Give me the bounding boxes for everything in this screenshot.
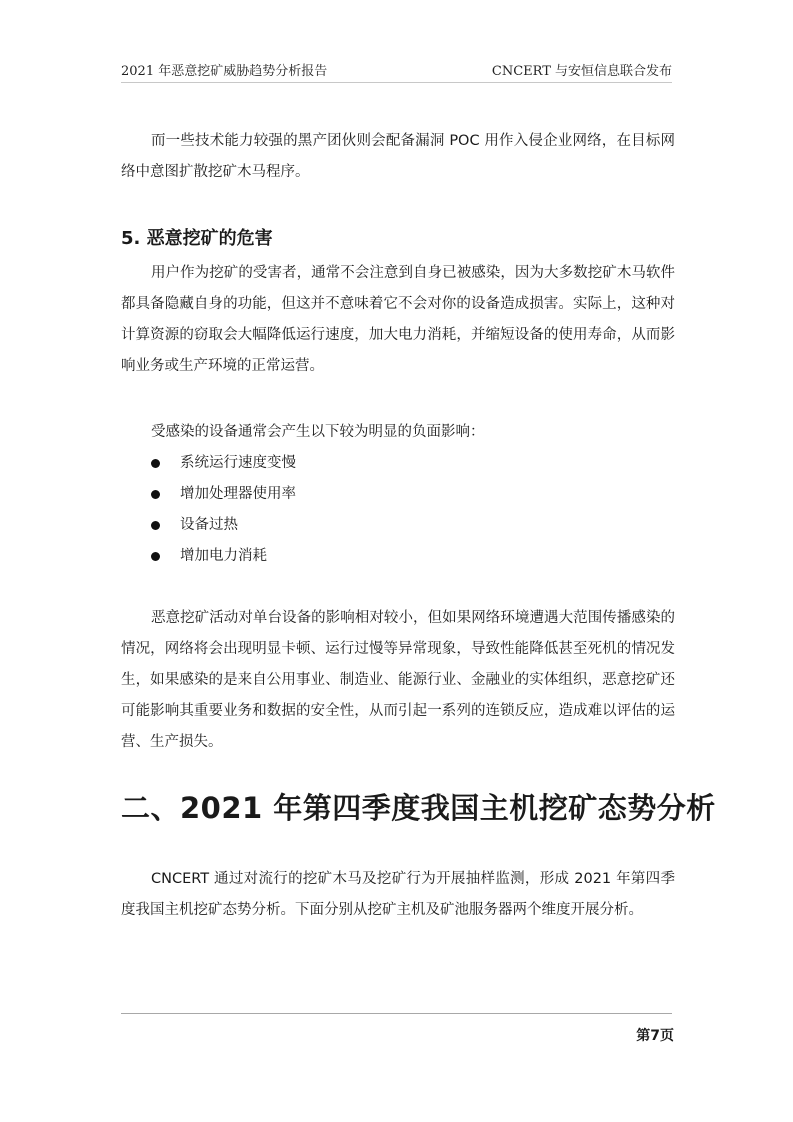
bullet-icon [151, 490, 160, 499]
list-item-text: 增加处理器使用率 [180, 486, 296, 502]
list-item [151, 541, 296, 572]
impact-list [151, 448, 296, 572]
chapter-paragraph: CNCERT 通过对流行的挖矿木马及挖矿行为开展抽样监测，形成 2021 年第四季度我国主机挖矿态势分析。下面分别从挖矿主机及矿池服务器两个维度开展分析。 [121, 871, 675, 918]
list-item-text: 系统运行速度变慢 [180, 455, 296, 471]
harm-paragraph-3: 恶意挖矿活动对单台设备的影响相对较小，但如果网络环境遭遇大范围传播感染的情况，网络将会出现明显卡顿、运行过慢等异常现象，导致性能降低甚至死机的情况发生，如果感染的是来自公用事业、制造业、能源行业、金融业的实体组织，恶意挖矿还可能影响其重要业务和数据的安全性，从而引起一系列的连锁反应，造成难以评估的运营、生产损失。 [121, 610, 675, 750]
list-item [151, 448, 296, 479]
page-number: 第7页 [636, 1028, 674, 1044]
list-item-text: 增加电力消耗 [180, 548, 267, 564]
footer-divider [121, 1013, 672, 1014]
harm-paragraph-2: 受感染的设备通常会产生以下较为明显的负面影响： [151, 424, 485, 440]
bullet-icon [151, 552, 160, 561]
list-item [151, 479, 296, 510]
bullet-icon [151, 521, 160, 530]
running-header-publisher: CNCERT 与安恒信息联合发布 [491, 64, 672, 79]
running-header-title: 2021 年恶意挖矿威胁趋势分析报告 [121, 64, 328, 79]
harm-paragraph-1: 用户作为挖矿的受害者，通常不会注意到自身已被感染，因为大多数挖矿木马软件都具备隐藏自身的功能，但这并不意味着它不会对你的设备造成损害。实际上，这种对计算资源的窃取会大幅降低运行速度，加大电力消耗，并缩短设备的使用寿命，从而影响业务或生产环境的正常运营。 [121, 265, 675, 374]
intro-paragraph: 而一些技术能力较强的黑产团伙则会配备漏洞 POC 用作入侵企业网络，在目标网络中意图扩散挖矿木马程序。 [121, 133, 675, 180]
list-item-text: 设备过热 [180, 517, 238, 533]
list-item [151, 510, 296, 541]
section-heading-harm: 5. 恶意挖矿的危害 [121, 228, 273, 249]
bullet-icon [151, 459, 160, 468]
header-divider [121, 82, 672, 83]
chapter-heading: 二、2021 年第四季度我国主机挖矿态势分析 [121, 791, 716, 825]
